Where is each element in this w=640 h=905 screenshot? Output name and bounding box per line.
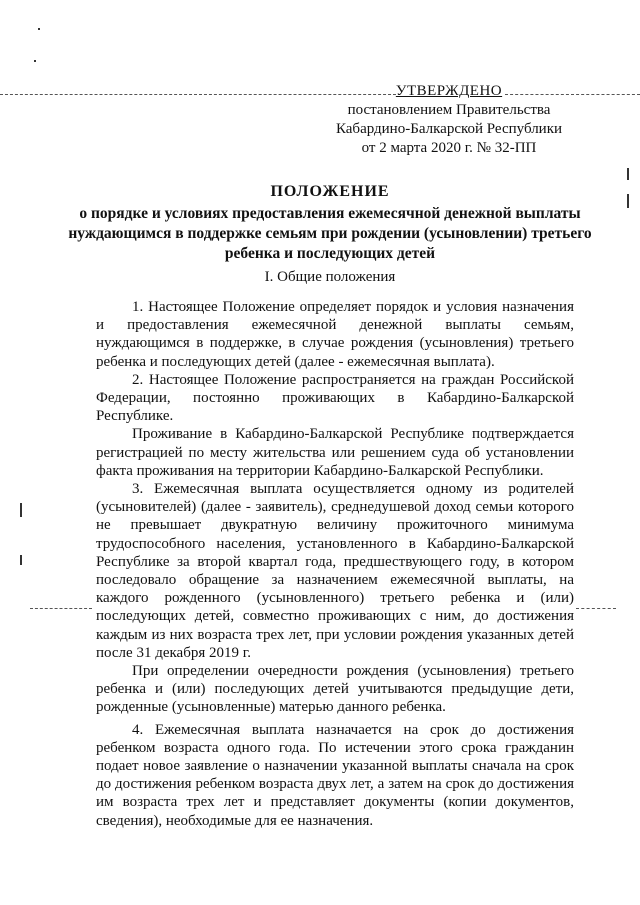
document-title bbox=[60, 182, 600, 264]
paragraph-6: 4. Ежемесячная выплата назначается на срок до достижения ребенком возраста одного года. По истечении этого срока гражданин подает новое заявление о назначении указанной выплаты сначала на срок до достижения ребенком возраста двух лет, а затем на срок до достижения им возраста трех лет и представляет документы (копии документов, сведения), необходимые для ее назначения. bbox=[96, 721, 574, 829]
approval-block bbox=[320, 82, 578, 158]
approval-line-2: Кабардино-Балкарской Республики bbox=[335, 121, 563, 137]
scan-speck bbox=[34, 60, 36, 62]
scan-speck bbox=[627, 194, 629, 208]
paragraph-3: Проживание в Кабардино-Балкарской Республике подтверждается регистрацией по месту жительства или решением суда об установлении факта проживания на территории Кабардино-Балкарской Республики. bbox=[96, 426, 574, 479]
paragraph-2: 2. Настоящее Положение распространяется на граждан Российской Федерации, постоянно проживающих в Кабардино-Балкарской Республике. bbox=[96, 371, 574, 425]
document-title-main: ПОЛОЖЕНИЕ bbox=[270, 183, 390, 200]
scan-dashed-line-middle bbox=[30, 608, 92, 609]
section-heading: I. Общие положения bbox=[264, 269, 396, 285]
scan-speck bbox=[627, 168, 629, 180]
approval-line-3: от 2 марта 2020 г. № 32-ПП bbox=[361, 140, 537, 156]
paragraph-5: При определении очередности рождения (усыновления) третьего ребенка и (или) последующих детей учитываются предыдущие дети, рожденные (усыновленные) матерью данного ребенка. bbox=[96, 663, 574, 716]
document-body bbox=[96, 298, 574, 830]
approved-label: УТВЕРЖДЕНО bbox=[395, 83, 503, 99]
paragraph-1: 1. Настоящее Положение определяет порядок и условия назначения и предоставления ежемесячной денежной выплаты семьям, нуждающимся в поддержке, в случае рождения (усыновления) третьего ребенка и последующих детей (далее - ежемесячная выплата). bbox=[96, 299, 574, 370]
document-subtitle: о порядке и условиях предоставления ежемесячной денежной выплаты нуждающимся в поддержке семьям при рождении (усыновлении) третьего ребенка и последующих детей bbox=[68, 205, 592, 262]
scan-speck bbox=[20, 503, 22, 517]
approval-line-1: постановлением Правительства bbox=[347, 102, 551, 118]
paragraph-4: 3. Ежемесячная выплата осуществляется одному из родителей (усыновителей) (далее - заявитель), среднедушевой доход семьи которого не превышает двукратную величину прожиточного минимума трудоспособного населения, установленного в Кабардино-Балкарской Республике за второй квартал года, предшествующего году, в котором последовало обращение за назначением ежемесячной выплаты, на каждого рожденного (усыновленного) третьего ребенка и (или) последующих детей, совместно проживающих с ним, до достижения каждым из них возраста трех лет, при условии рождения указанных детей после 31 декабря 2019 г. bbox=[96, 481, 574, 661]
scan-dashed-line-middle-right bbox=[576, 608, 616, 609]
scan-speck bbox=[20, 555, 22, 565]
scan-speck bbox=[38, 28, 40, 30]
